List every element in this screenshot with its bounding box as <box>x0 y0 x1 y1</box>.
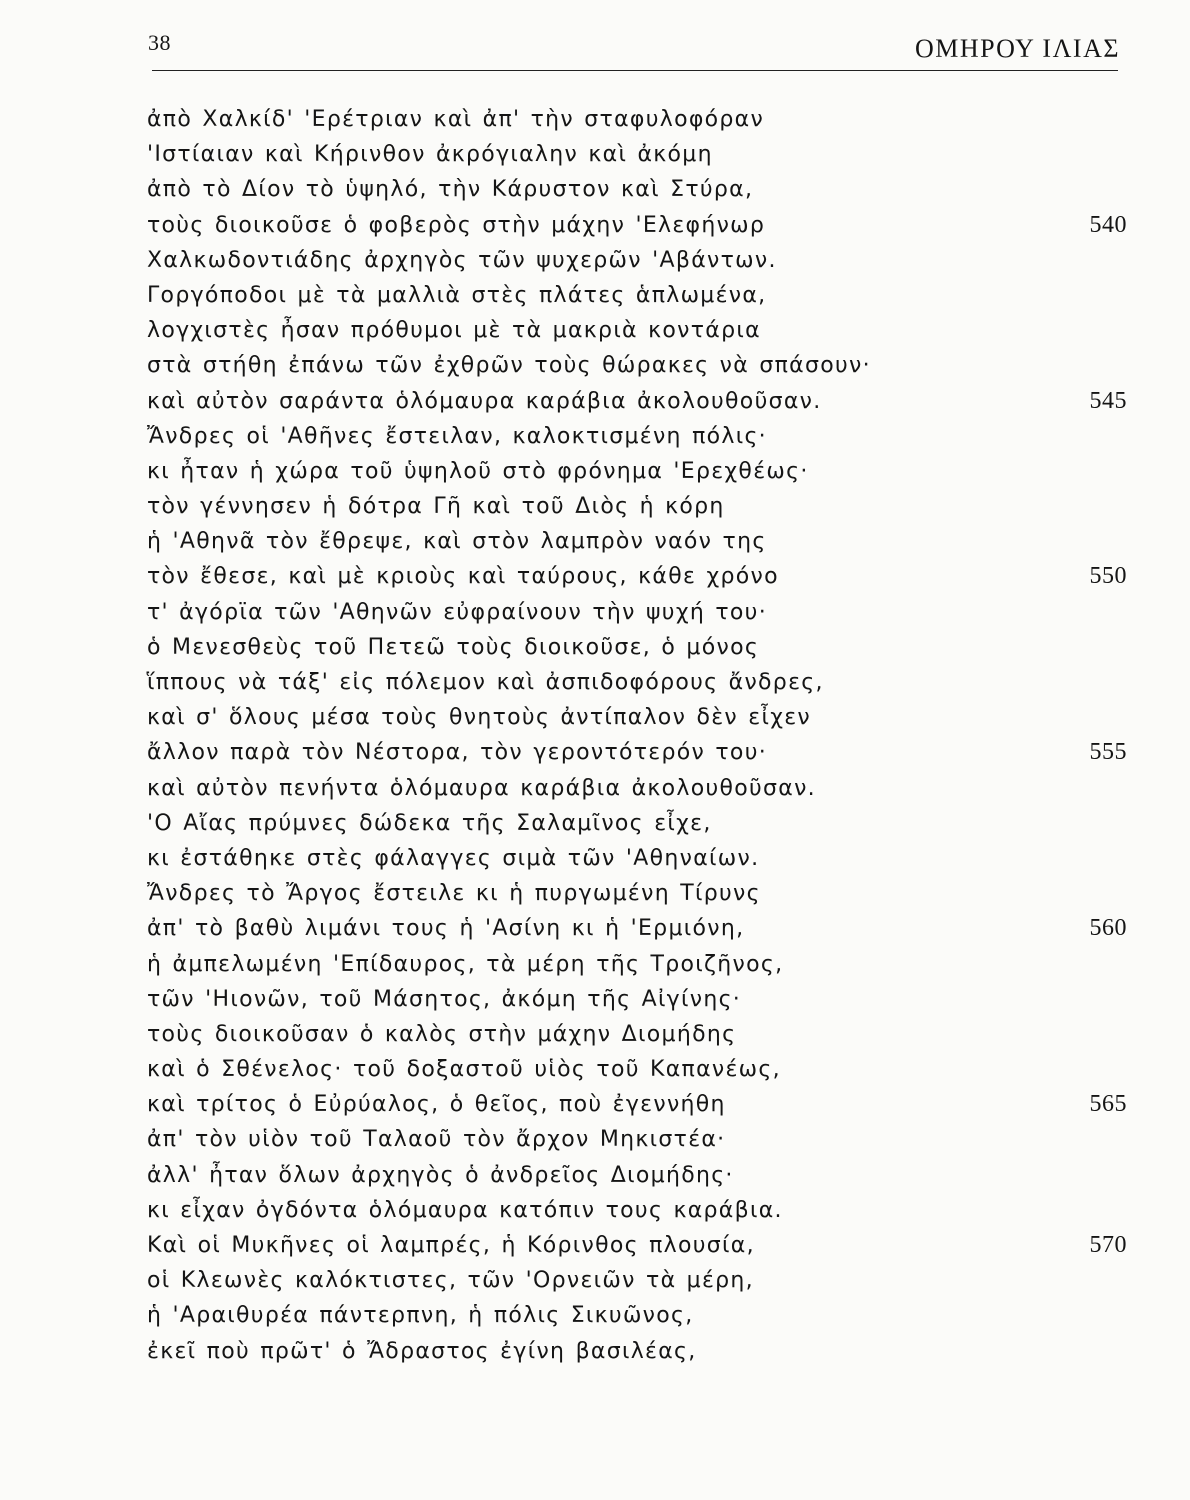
verse-text: τὸν ἔθεσε, καὶ μὲ κριοὺς καὶ ταύρους, κάθε χρόνο <box>147 564 779 590</box>
verse-line <box>147 947 1127 982</box>
verse-text: ἡ 'Αθηνᾶ τὸν ἔθρεψε, καὶ στὸν λαμπρὸν ναόν της <box>147 529 767 555</box>
line-number: 540 <box>1089 211 1127 238</box>
verse-line <box>147 771 1127 806</box>
verse-text: καὶ αὐτὸν πενήντα ὁλόμαυρα καράβια ἀκολουθοῦσαν. <box>147 775 816 801</box>
verse-line <box>147 454 1127 489</box>
verse-text: Καὶ οἱ Μυκῆνες οἱ λαμπρές, ἡ Κόρινθος πλουσία, <box>147 1233 755 1258</box>
verse-text: κι εἶχαν ὀγδόντα ὁλόμαυρα κατόπιν τους καράβια. <box>147 1197 783 1223</box>
verse-line <box>147 559 1127 594</box>
verse-text: Γοργόποδοι μὲ τὰ μαλλιὰ στὲς πλάτες ἁπλωμένα, <box>147 282 767 308</box>
verse-text: ἀπὸ τὸ Δίον τὸ ὑψηλό, τὴν Κάρυστον καὶ Στύρα, <box>147 177 754 203</box>
verse-line <box>147 1087 1127 1122</box>
verse-text: ἡ 'Αραιθυρέα πάντερπνη, ἡ πόλις Σικυῶνος, <box>147 1303 694 1329</box>
verse-text: ἀπ' τὸν υἱὸν τοῦ Ταλαοῦ τὸν ἄρχον Μηκιστέα· <box>147 1127 726 1153</box>
line-number: 555 <box>1089 739 1127 766</box>
verse-text: ἀπὸ Χαλκίδ' 'Ερέτριαν καὶ ἀπ' τὴν σταφυλοφόραν <box>147 107 765 132</box>
verse-line <box>147 348 1127 383</box>
verse-text: Χαλκωδοντιάδης ἀρχηγὸς τῶν ψυχερῶν 'Αβάντων. <box>147 247 777 273</box>
header-rule <box>152 70 1118 71</box>
verse-text: ἡ ἀμπελωμένη 'Επίδαυρος, τὰ μέρη τῆς Τροιζῆνος, <box>147 951 784 977</box>
verse-line <box>147 806 1127 841</box>
verse-text: ἵππους νὰ τάξ' εἰς πόλεμον καὶ ἀσπιδοφόρους ἄνδρες, <box>147 670 824 695</box>
verse-text: 'Ο Αἴας πρύμνες δώδεκα τῆς Σαλαμῖνος εἶχε, <box>147 810 712 836</box>
verse-line <box>147 595 1127 630</box>
line-number: 570 <box>1089 1232 1127 1258</box>
verse-line <box>147 1334 1127 1369</box>
page-number: 38 <box>148 30 171 55</box>
verse-text: οἱ Κλεωνὲς καλόκτιστες, τῶν 'Ορνειῶν τὰ μέρη, <box>147 1268 754 1294</box>
verse-line <box>147 1052 1127 1087</box>
running-title: ΟΜΗΡΟΥ ΙΛΙΑΣ <box>914 34 1120 63</box>
verse-line <box>147 208 1127 243</box>
verse-text: ὁ Μενεσθεὺς τοῦ Πετεῶ τοὺς διοικοῦσε, ὁ μόνος <box>147 634 760 660</box>
verse-text: τῶν 'Ηιονῶν, τοῦ Μάσητος, ἀκόμη τῆς Αἰγίνης· <box>147 986 742 1012</box>
verse-line <box>147 102 1127 137</box>
verse-text: τοὺς διοικοῦσε ὁ φοβερὸς στὴν μάχην 'Ελεφήνωρ <box>147 212 766 238</box>
verse-text: ἄλλον παρὰ τὸν Νέστορα, τὸν γεροντότερόν του· <box>147 740 768 766</box>
verse-line <box>147 911 1127 946</box>
line-number: 550 <box>1089 563 1127 590</box>
verse-line <box>147 1228 1127 1263</box>
verse-line <box>147 841 1127 876</box>
verse-text: καὶ αὐτὸν σαράντα ὁλόμαυρα καράβια ἀκολουθοῦσαν. <box>147 388 822 414</box>
verse-line <box>147 489 1127 524</box>
verse-text: καὶ τρίτος ὁ Εὐρύαλος, ὁ θεῖος, ποὺ ἐγεννήθη <box>147 1092 726 1118</box>
verse-line <box>147 1017 1127 1052</box>
verse-line <box>147 313 1127 348</box>
verse-line <box>147 524 1127 559</box>
line-number: 560 <box>1089 915 1127 942</box>
verse-line <box>147 700 1127 735</box>
verse-line <box>147 1158 1127 1193</box>
verse-line <box>147 1298 1127 1333</box>
verse-text: τ' ἀγόρϊα τῶν 'Αθηνῶν εὐφραίνουν τὴν ψυχή του· <box>147 599 768 625</box>
poem-verses <box>147 102 1127 1369</box>
verse-line <box>147 172 1127 207</box>
verse-line <box>147 735 1127 770</box>
verse-text: ἀλλ' ἦταν ὅλων ἀρχηγὸς ὁ ἀνδρεῖος Διομήδης· <box>147 1162 734 1188</box>
verse-text: κι ἐστάθηκε στὲς φάλαγγες σιμὰ τῶν 'Αθηναίων. <box>147 845 760 871</box>
verse-line <box>147 1122 1127 1157</box>
verse-line <box>147 982 1127 1017</box>
verse-text: κι ἦταν ἡ χώρα τοῦ ὑψηλοῦ στὸ φρόνημα 'Ερεχθέως· <box>147 458 809 484</box>
verse-text: ἐκεῖ ποὺ πρῶτ' ὁ Ἄδραστος ἐγίνη βασιλέας, <box>147 1338 697 1364</box>
verse-text: καὶ ὁ Σθένελος· τοῦ δοξαστοῦ υἱὸς τοῦ Καπανέως, <box>147 1057 781 1083</box>
verse-line <box>147 243 1127 278</box>
line-number: 545 <box>1089 387 1127 414</box>
verse-line <box>147 384 1127 419</box>
verse-text: λογχιστὲς ἦσαν πρόθυμοι μὲ τὰ μακριὰ κοντάρια <box>147 318 761 344</box>
verse-line <box>147 630 1127 665</box>
verse-line <box>147 278 1127 313</box>
line-number: 565 <box>1089 1091 1127 1118</box>
verse-text: τὸν γέννησεν ἡ δότρα Γῆ καὶ τοῦ Διὸς ἡ κόρη <box>147 494 725 520</box>
verse-text: στὰ στήθη ἐπάνω τῶν ἐχθρῶν τοὺς θώρακες νὰ σπάσουν· <box>147 353 871 379</box>
verse-text: 'Ιστίαιαν καὶ Κήρινθον ἀκρόγιαλην καὶ ἀκόμη <box>147 142 713 168</box>
verse-line <box>147 1193 1127 1228</box>
verse-line <box>147 419 1127 454</box>
verse-text: ἀπ' τὸ βαθὺ λιμάνι τους ἡ 'Ασίνη κι ἡ 'Ερμιόνη, <box>147 916 745 942</box>
verse-line <box>147 665 1127 700</box>
verse-text: καὶ σ' ὅλους μέσα τοὺς θνητοὺς ἀντίπαλον δὲν εἶχεν <box>147 705 812 731</box>
verse-line <box>147 1263 1127 1298</box>
verse-line <box>147 137 1127 172</box>
verse-text: Ἄνδρες οἱ 'Αθῆνες ἔστειλαν, καλοκτισμένη πόλις· <box>147 423 767 449</box>
verse-text: Ἄνδρες τὸ Ἄργος ἔστειλε κι ἡ πυργωμένη Τίρυνς <box>147 881 761 907</box>
verse-line <box>147 876 1127 911</box>
verse-text: τοὺς διοικοῦσαν ὁ καλὸς στὴν μάχην Διομήδης <box>147 1021 737 1047</box>
